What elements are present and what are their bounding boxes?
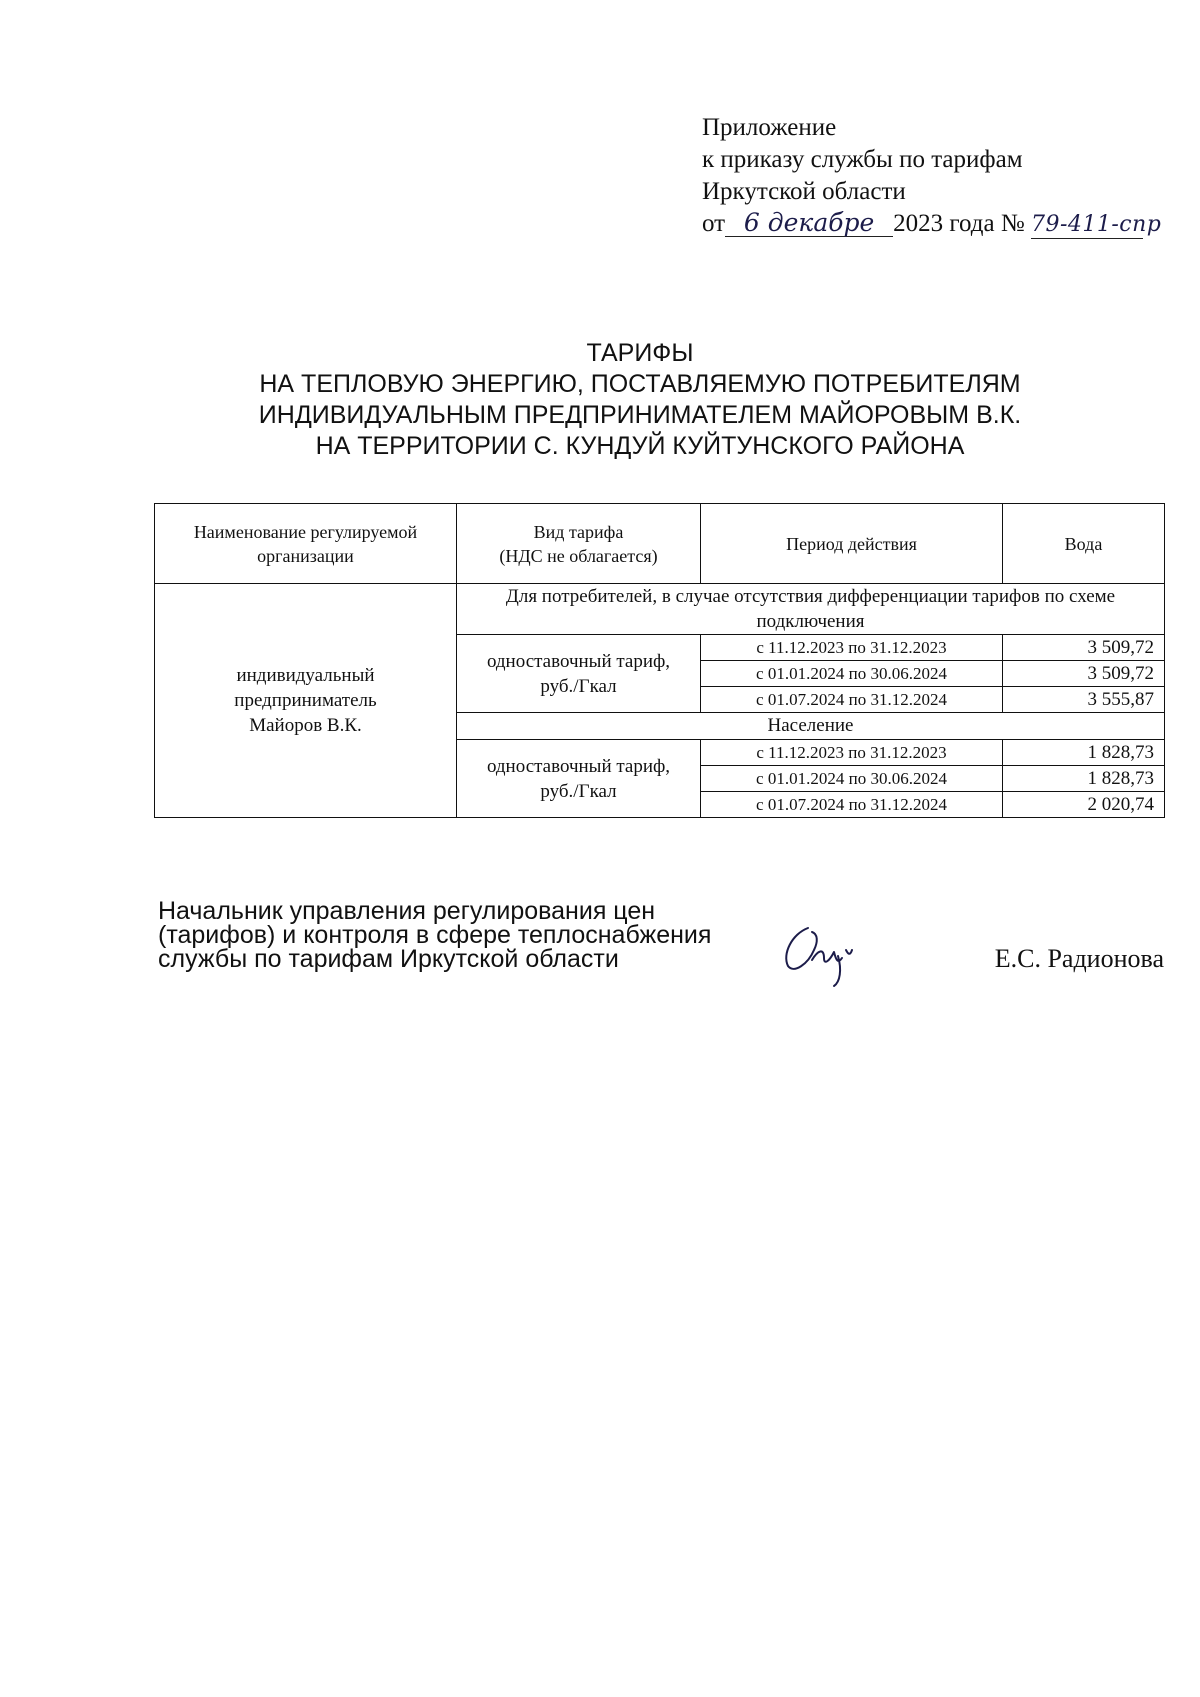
group-title-general: Для потребителей, в случае отсутствия дифференциации тарифов по схеме подключения xyxy=(457,584,1165,635)
tariff-kind-cell xyxy=(457,740,701,818)
header-organization: Наименование регулируемой организации xyxy=(155,504,457,584)
period-cell: с 01.01.2024 по 30.06.2024 xyxy=(701,766,1003,792)
header-water: Вода xyxy=(1003,504,1165,584)
tariff-kind-cell xyxy=(457,635,701,713)
value-cell: 3 509,72 xyxy=(1003,635,1165,661)
signatory-name: Е.С. Радионова xyxy=(994,944,1164,973)
appendix-block xyxy=(702,112,1162,240)
organization-line1: индивидуальный xyxy=(236,665,375,686)
value-cell: 1 828,73 xyxy=(1003,766,1165,792)
title-line-1: ТАРИФЫ xyxy=(586,339,694,367)
tariff-kind-line1: одноставочный тариф, xyxy=(486,755,671,777)
header-period: Период действия xyxy=(701,504,1003,584)
value-cell: 3 509,72 xyxy=(1003,661,1165,687)
date-prefix: от xyxy=(702,210,726,237)
appendix-label: Приложение xyxy=(702,114,837,141)
title-line-3: ИНДИВИДУАЛЬНЫМ ПРЕДПРИНИМАТЕЛЕМ МАЙОРОВЫМ В.К. xyxy=(258,401,1022,429)
tariff-kind-line2: руб./Гкал xyxy=(540,780,617,802)
header-tariff-kind xyxy=(457,504,701,584)
value-cell: 2 020,74 xyxy=(1003,792,1165,818)
tariff-kind-line2: руб./Гкал xyxy=(540,675,617,697)
title-line-4: НА ТЕРРИТОРИИ С. КУНДУЙ КУЙТУНСКОГО РАЙОНА xyxy=(315,432,965,460)
period-cell: с 11.12.2023 по 31.12.2023 xyxy=(701,635,1003,661)
appendix-order-ref: к приказу службы по тарифам xyxy=(702,146,1023,173)
tariff-kind-line1: одноставочный тариф, xyxy=(486,650,671,672)
period-cell: с 11.12.2023 по 31.12.2023 xyxy=(701,740,1003,766)
header-tariff-kind-line2: (НДС не облагается) xyxy=(499,545,658,566)
title-line-2: НА ТЕПЛОВУЮ ЭНЕРГИЮ, ПОСТАВЛЯЕМУЮ ПОТРЕБИТЕЛЯМ xyxy=(259,370,1021,398)
appendix-date-line xyxy=(702,208,1162,240)
handwritten-signature xyxy=(778,920,868,990)
handwritten-order-number: 79-411-спр xyxy=(1030,212,1162,237)
group-title-population: Население xyxy=(457,713,1165,740)
value-cell: 1 828,73 xyxy=(1003,740,1165,766)
table-row xyxy=(155,584,1165,635)
signatory-position xyxy=(158,899,711,971)
year-text: 2023 года № xyxy=(893,210,1025,237)
organization-line3: Майоров В.К. xyxy=(249,715,362,736)
signatory-position-line3: службы по тарифам Иркутской области xyxy=(158,945,619,973)
period-cell: с 01.01.2024 по 30.06.2024 xyxy=(701,661,1003,687)
table-header-row xyxy=(155,504,1165,584)
header-tariff-kind-line1: Вид тарифа xyxy=(533,521,624,542)
appendix-region: Иркутской области xyxy=(702,178,906,205)
period-cell: с 01.07.2024 по 31.12.2024 xyxy=(701,792,1003,818)
organization-line2: предприниматель xyxy=(234,690,377,711)
document-title xyxy=(140,338,1140,462)
signatory-position-line1: Начальник управления регулирования цен xyxy=(158,897,656,925)
handwritten-date: 6 декабре xyxy=(725,210,893,237)
signatory-position-line2: (тарифов) и контроля в сфере теплоснабжения xyxy=(158,921,712,949)
period-cell: с 01.07.2024 по 31.12.2024 xyxy=(701,687,1003,713)
value-cell: 3 555,87 xyxy=(1003,687,1165,713)
organization-cell xyxy=(155,584,457,818)
tariffs-table xyxy=(154,503,1165,818)
